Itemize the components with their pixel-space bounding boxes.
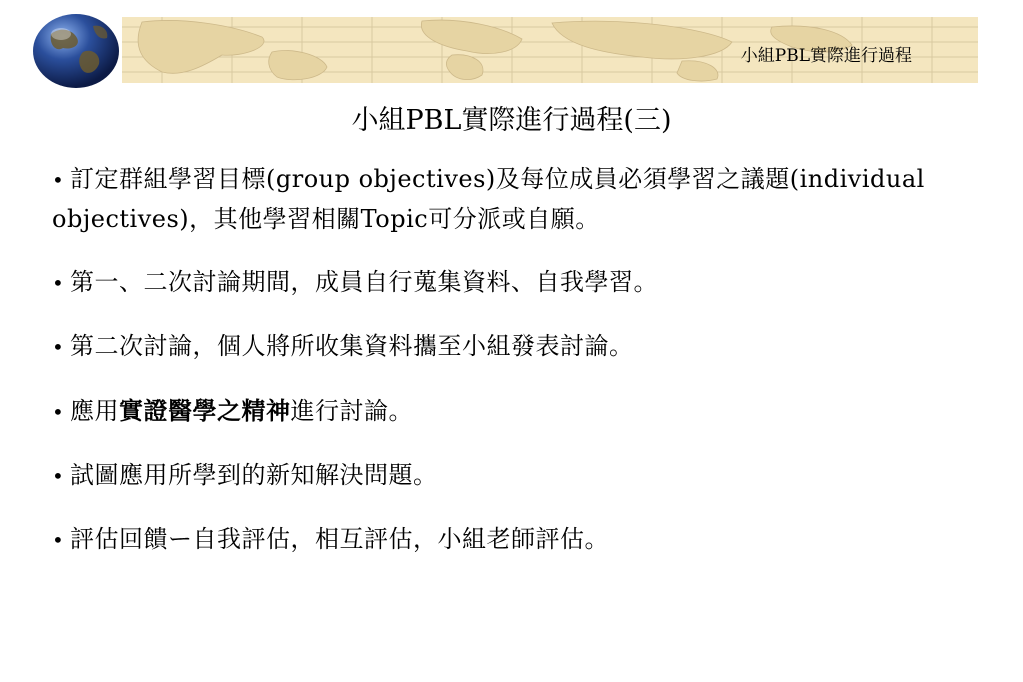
bullet-text: 第一、二次討論期間，成員自行蒐集資料、自我學習。	[70, 268, 658, 296]
bullet-icon: •	[52, 168, 65, 192]
bullet-text-prefix: 應用	[70, 397, 119, 425]
bullet-text-emphasis: 實證醫學之精神	[119, 396, 291, 425]
bullet-text: 第二次討論，個人將所收集資料攜至小組發表討論。	[70, 332, 634, 360]
bullet-list	[52, 160, 1007, 584]
bullet-icon: •	[52, 400, 65, 424]
bullet-text: 訂定群組學習目標(group objectives)及每位成員必須學習之議題(individual objectives)，其他學習相關Topic可分派或自願。	[52, 165, 925, 233]
bullet-item	[52, 520, 1007, 560]
bullet-item	[52, 456, 1007, 496]
bullet-item	[52, 263, 1007, 303]
bullet-icon: •	[52, 528, 65, 552]
bullet-item	[52, 160, 1007, 239]
bullet-item	[52, 327, 1007, 367]
bullet-text: 評估回饋ー自我評估，相互評估，小組老師評估。	[70, 525, 609, 553]
bullet-item	[52, 391, 1007, 432]
header-banner	[122, 17, 978, 83]
bullet-text: 試圖應用所學到的新知解決問題。	[70, 461, 438, 489]
header-banner-title: 小組PBL實際進行過程	[740, 46, 912, 66]
bullet-icon: •	[52, 271, 65, 295]
slide-title: 小組PBL實際進行過程(三)	[351, 105, 672, 136]
bullet-text-suffix: 進行討論。	[290, 397, 413, 425]
bullet-icon: •	[52, 335, 65, 359]
bullet-icon: •	[52, 464, 65, 488]
globe-icon	[31, 12, 121, 90]
